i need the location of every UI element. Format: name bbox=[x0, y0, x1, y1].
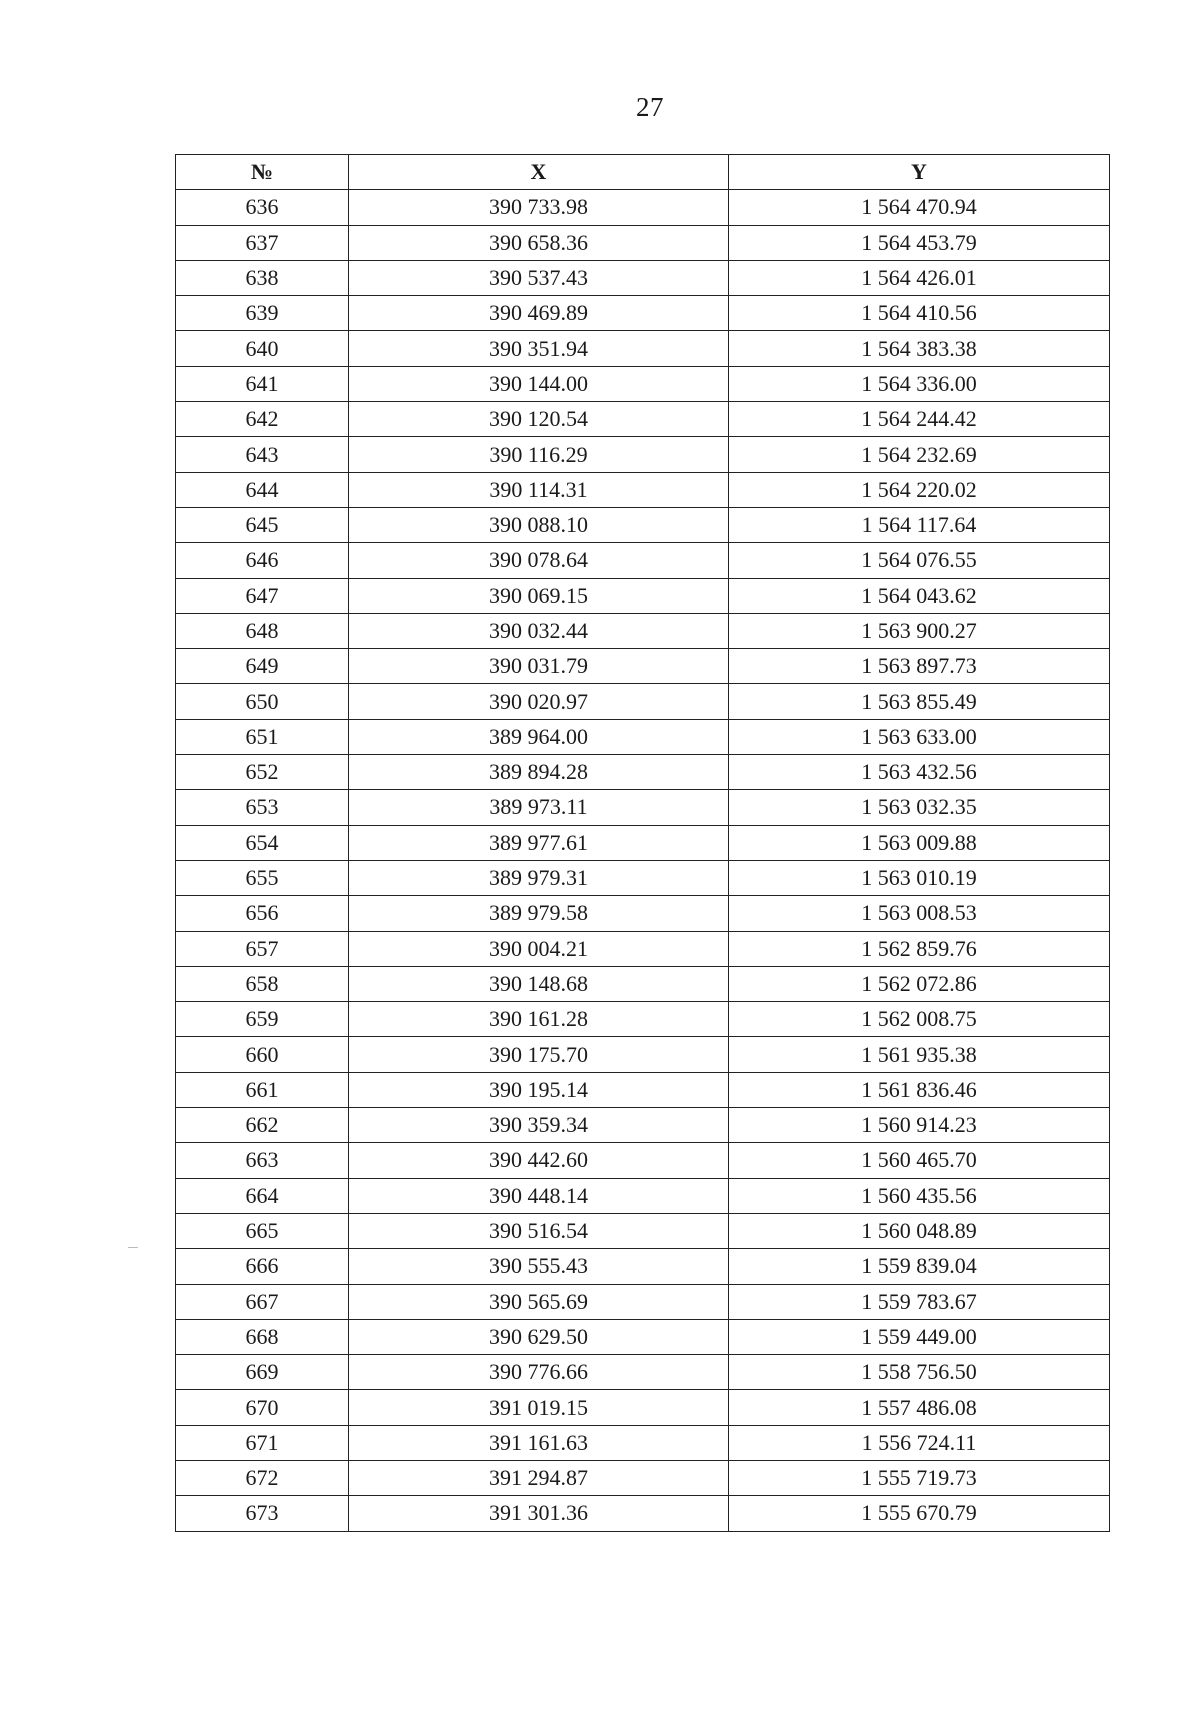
cell-x: 390 031.79 bbox=[349, 649, 729, 684]
cell-number: 652 bbox=[176, 755, 349, 790]
cell-number: 663 bbox=[176, 1143, 349, 1178]
cell-number: 646 bbox=[176, 543, 349, 578]
cell-x: 390 120.54 bbox=[349, 402, 729, 437]
cell-y: 1 561 935.38 bbox=[729, 1037, 1110, 1072]
cell-x: 390 069.15 bbox=[349, 578, 729, 613]
cell-y: 1 564 220.02 bbox=[729, 472, 1110, 507]
table-row bbox=[176, 1460, 1110, 1495]
cell-x: 390 359.34 bbox=[349, 1108, 729, 1143]
cell-number: 641 bbox=[176, 366, 349, 401]
cell-y: 1 560 914.23 bbox=[729, 1108, 1110, 1143]
table-row bbox=[176, 1319, 1110, 1354]
cell-x: 391 294.87 bbox=[349, 1460, 729, 1495]
cell-x: 391 019.15 bbox=[349, 1390, 729, 1425]
table-row bbox=[176, 1425, 1110, 1460]
cell-x: 389 894.28 bbox=[349, 755, 729, 790]
cell-number: 639 bbox=[176, 296, 349, 331]
table-row bbox=[176, 684, 1110, 719]
table-row bbox=[176, 896, 1110, 931]
table-row bbox=[176, 1108, 1110, 1143]
cell-x: 390 161.28 bbox=[349, 1002, 729, 1037]
cell-number: 669 bbox=[176, 1355, 349, 1390]
cell-y: 1 563 897.73 bbox=[729, 649, 1110, 684]
cell-number: 655 bbox=[176, 860, 349, 895]
cell-y: 1 555 670.79 bbox=[729, 1496, 1110, 1531]
table-row bbox=[176, 1178, 1110, 1213]
cell-y: 1 560 465.70 bbox=[729, 1143, 1110, 1178]
table-row bbox=[176, 1390, 1110, 1425]
cell-number: 667 bbox=[176, 1284, 349, 1319]
table-row bbox=[176, 649, 1110, 684]
cell-x: 390 175.70 bbox=[349, 1037, 729, 1072]
cell-number: 644 bbox=[176, 472, 349, 507]
cell-x: 389 979.31 bbox=[349, 860, 729, 895]
cell-x: 390 078.64 bbox=[349, 543, 729, 578]
cell-number: 658 bbox=[176, 966, 349, 1001]
cell-number: 657 bbox=[176, 931, 349, 966]
cell-x: 390 442.60 bbox=[349, 1143, 729, 1178]
cell-x: 390 195.14 bbox=[349, 1072, 729, 1107]
cell-y: 1 562 072.86 bbox=[729, 966, 1110, 1001]
table-row bbox=[176, 1355, 1110, 1390]
cell-y: 1 563 009.88 bbox=[729, 825, 1110, 860]
cell-x: 390 351.94 bbox=[349, 331, 729, 366]
cell-number: 651 bbox=[176, 719, 349, 754]
table-row bbox=[176, 825, 1110, 860]
table-row bbox=[176, 860, 1110, 895]
table-row bbox=[176, 966, 1110, 1001]
table-row bbox=[176, 931, 1110, 966]
cell-x: 391 301.36 bbox=[349, 1496, 729, 1531]
cell-x: 389 973.11 bbox=[349, 790, 729, 825]
cell-number: 659 bbox=[176, 1002, 349, 1037]
cell-x: 390 032.44 bbox=[349, 613, 729, 648]
header-row bbox=[176, 155, 1110, 190]
cell-y: 1 563 008.53 bbox=[729, 896, 1110, 931]
cell-number: 653 bbox=[176, 790, 349, 825]
cell-number: 656 bbox=[176, 896, 349, 931]
header-number: № bbox=[176, 155, 349, 190]
cell-number: 640 bbox=[176, 331, 349, 366]
cell-y: 1 558 756.50 bbox=[729, 1355, 1110, 1390]
cell-number: 654 bbox=[176, 825, 349, 860]
cell-y: 1 562 008.75 bbox=[729, 1002, 1110, 1037]
coordinates-table bbox=[175, 154, 1110, 1532]
cell-y: 1 564 410.56 bbox=[729, 296, 1110, 331]
cell-y: 1 559 449.00 bbox=[729, 1319, 1110, 1354]
cell-y: 1 560 048.89 bbox=[729, 1213, 1110, 1248]
cell-number: 666 bbox=[176, 1249, 349, 1284]
cell-x: 390 448.14 bbox=[349, 1178, 729, 1213]
cell-y: 1 564 336.00 bbox=[729, 366, 1110, 401]
cell-x: 390 114.31 bbox=[349, 472, 729, 507]
cell-x: 389 964.00 bbox=[349, 719, 729, 754]
table-row bbox=[176, 472, 1110, 507]
cell-number: 636 bbox=[176, 190, 349, 225]
cell-number: 638 bbox=[176, 260, 349, 295]
table-row bbox=[176, 366, 1110, 401]
cell-x: 390 537.43 bbox=[349, 260, 729, 295]
table-row bbox=[176, 613, 1110, 648]
cell-y: 1 561 836.46 bbox=[729, 1072, 1110, 1107]
table-row bbox=[176, 1143, 1110, 1178]
cell-y: 1 562 859.76 bbox=[729, 931, 1110, 966]
cell-y: 1 564 470.94 bbox=[729, 190, 1110, 225]
cell-y: 1 564 043.62 bbox=[729, 578, 1110, 613]
cell-y: 1 555 719.73 bbox=[729, 1460, 1110, 1495]
cell-y: 1 556 724.11 bbox=[729, 1425, 1110, 1460]
cell-x: 391 161.63 bbox=[349, 1425, 729, 1460]
cell-y: 1 563 010.19 bbox=[729, 860, 1110, 895]
cell-number: 668 bbox=[176, 1319, 349, 1354]
cell-number: 647 bbox=[176, 578, 349, 613]
cell-number: 672 bbox=[176, 1460, 349, 1495]
cell-x: 390 004.21 bbox=[349, 931, 729, 966]
table-row bbox=[176, 331, 1110, 366]
cell-x: 390 629.50 bbox=[349, 1319, 729, 1354]
cell-y: 1 563 633.00 bbox=[729, 719, 1110, 754]
cell-x: 390 116.29 bbox=[349, 437, 729, 472]
table-row bbox=[176, 260, 1110, 295]
cell-y: 1 564 076.55 bbox=[729, 543, 1110, 578]
cell-number: 648 bbox=[176, 613, 349, 648]
page-number: 27 bbox=[636, 92, 664, 122]
cell-y: 1 563 855.49 bbox=[729, 684, 1110, 719]
table-row bbox=[176, 225, 1110, 260]
cell-x: 390 733.98 bbox=[349, 190, 729, 225]
table-row bbox=[176, 578, 1110, 613]
cell-y: 1 559 839.04 bbox=[729, 1249, 1110, 1284]
cell-number: 660 bbox=[176, 1037, 349, 1072]
cell-x: 389 977.61 bbox=[349, 825, 729, 860]
table-body bbox=[176, 190, 1110, 1531]
cell-number: 664 bbox=[176, 1178, 349, 1213]
cell-number: 670 bbox=[176, 1390, 349, 1425]
cell-y: 1 564 244.42 bbox=[729, 402, 1110, 437]
cell-number: 665 bbox=[176, 1213, 349, 1248]
table-row bbox=[176, 190, 1110, 225]
table-row bbox=[176, 402, 1110, 437]
table-row bbox=[176, 790, 1110, 825]
table-header bbox=[176, 155, 1110, 190]
table-row bbox=[176, 1496, 1110, 1531]
cell-number: 645 bbox=[176, 507, 349, 542]
cell-x: 390 658.36 bbox=[349, 225, 729, 260]
header-x: X bbox=[349, 155, 729, 190]
cell-x: 389 979.58 bbox=[349, 896, 729, 931]
table-row bbox=[176, 1284, 1110, 1319]
table-row bbox=[176, 1249, 1110, 1284]
cell-x: 390 469.89 bbox=[349, 296, 729, 331]
cell-y: 1 564 383.38 bbox=[729, 331, 1110, 366]
cell-y: 1 564 426.01 bbox=[729, 260, 1110, 295]
cell-y: 1 563 432.56 bbox=[729, 755, 1110, 790]
cell-x: 390 088.10 bbox=[349, 507, 729, 542]
table-row bbox=[176, 1213, 1110, 1248]
cell-number: 650 bbox=[176, 684, 349, 719]
cell-x: 390 565.69 bbox=[349, 1284, 729, 1319]
scan-edge-mark bbox=[128, 1247, 138, 1248]
cell-x: 390 555.43 bbox=[349, 1249, 729, 1284]
table-row bbox=[176, 543, 1110, 578]
cell-number: 661 bbox=[176, 1072, 349, 1107]
cell-number: 662 bbox=[176, 1108, 349, 1143]
table-row bbox=[176, 755, 1110, 790]
table-row bbox=[176, 1037, 1110, 1072]
cell-number: 671 bbox=[176, 1425, 349, 1460]
cell-y: 1 564 117.64 bbox=[729, 507, 1110, 542]
cell-y: 1 557 486.08 bbox=[729, 1390, 1110, 1425]
table-row bbox=[176, 1002, 1110, 1037]
cell-x: 390 148.68 bbox=[349, 966, 729, 1001]
cell-x: 390 776.66 bbox=[349, 1355, 729, 1390]
cell-number: 642 bbox=[176, 402, 349, 437]
table-row bbox=[176, 1072, 1110, 1107]
header-y: Y bbox=[729, 155, 1110, 190]
cell-y: 1 563 900.27 bbox=[729, 613, 1110, 648]
cell-number: 637 bbox=[176, 225, 349, 260]
cell-y: 1 560 435.56 bbox=[729, 1178, 1110, 1213]
table-row bbox=[176, 296, 1110, 331]
table-row bbox=[176, 437, 1110, 472]
cell-y: 1 564 453.79 bbox=[729, 225, 1110, 260]
cell-number: 649 bbox=[176, 649, 349, 684]
cell-x: 390 020.97 bbox=[349, 684, 729, 719]
cell-y: 1 563 032.35 bbox=[729, 790, 1110, 825]
cell-number: 673 bbox=[176, 1496, 349, 1531]
cell-number: 643 bbox=[176, 437, 349, 472]
cell-x: 390 516.54 bbox=[349, 1213, 729, 1248]
cell-x: 390 144.00 bbox=[349, 366, 729, 401]
table-row bbox=[176, 507, 1110, 542]
cell-y: 1 559 783.67 bbox=[729, 1284, 1110, 1319]
table-row bbox=[176, 719, 1110, 754]
cell-y: 1 564 232.69 bbox=[729, 437, 1110, 472]
